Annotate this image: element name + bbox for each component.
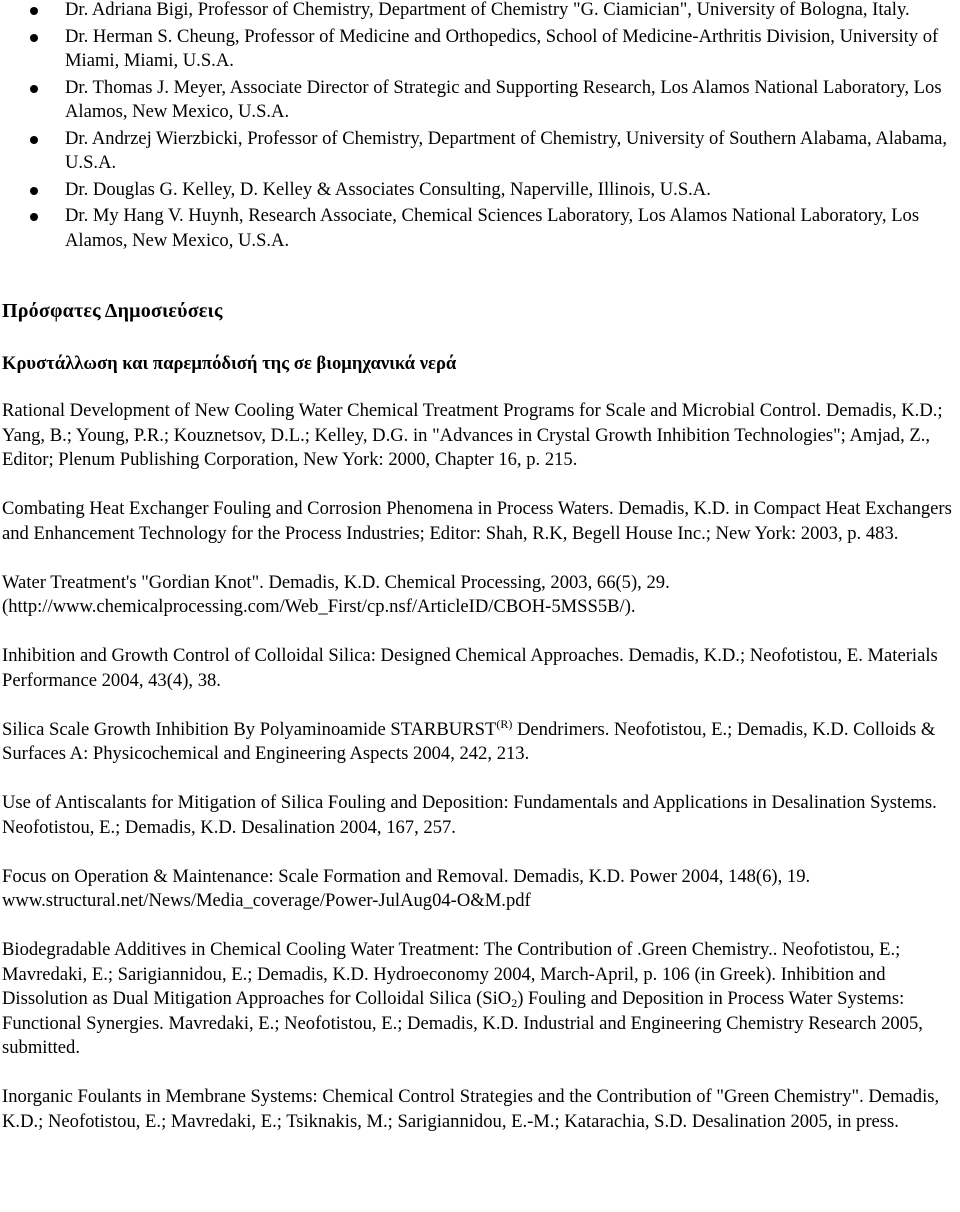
registered-mark: (R) bbox=[496, 716, 513, 731]
publication-entry: Combating Heat Exchanger Fouling and Corrosion Phenomena in Process Waters. Demadis, K.D. in Compact Heat Exchangers and Enhancement Technology for the Process Industries; Editor: Shah, R.K, Begell House Inc.; New York: 2003, p. 483. bbox=[2, 498, 952, 544]
publication-entry: Inhibition and Growth Control of Colloidal Silica: Designed Chemical Approaches. Demadis, K.D.; Neofotistou, E. Materials Performance 2004, 43(4), 38. bbox=[2, 645, 938, 691]
publication-entry: Inorganic Foulants in Membrane Systems: Chemical Control Strategies and the Contribution of "Green Chemistry". Demadis, K.D.; Neofotistou, E.; Mavredaki, E.; Tsiknakis, M.; Sarigiannidou, E.-M.; Katarachia, S.D. Desalination 2005, in press. bbox=[2, 1086, 940, 1132]
publication-entry: Focus on Operation & Maintenance: Scale Formation and Removal. Demadis, K.D. Power 2004, 148(6), 19. www.structural.net/News/Media_coverage/Power-JulAug04-O&M.pdf bbox=[2, 865, 954, 914]
list-item: Dr. Thomas J. Meyer, Associate Director of Strategic and Supporting Research, Los Alamos National Laboratory, Los Alamos, New Mexico, U.S.A. bbox=[0, 76, 960, 125]
bullet-icon bbox=[30, 136, 38, 144]
section-title: Πρόσφατες Δημοσιεύσεις bbox=[2, 300, 223, 322]
publications-list bbox=[2, 399, 954, 1159]
list-item: Dr. Andrzej Wierzbicki, Professor of Chemistry, Department of Chemistry, University of Southern Alabama, Alabama, U.S.A. bbox=[0, 127, 960, 176]
list-item: Dr. My Hang V. Huynh, Research Associate, Chemical Sciences Laboratory, Los Alamos National Laboratory, Los Alamos, New Mexico, U.S.A. bbox=[0, 204, 960, 253]
list-item: Dr. Adriana Bigi, Professor of Chemistry, Department of Chemistry "G. Ciamician", University of Bologna, Italy. bbox=[0, 0, 960, 23]
bullet-icon bbox=[30, 213, 38, 221]
publication-entry: Water Treatment's "Gordian Knot". Demadis, K.D. Chemical Processing, 2003, 66(5), 29. (http://www.chemicalprocessing.com/Web_First/cp.nsf/ArticleID/CBOH-5MSS5B/). bbox=[2, 571, 954, 620]
publication-url: (http://www.chemicalprocessing.com/Web_First/cp.nsf/ArticleID/CBOH-5MSS5B/). bbox=[2, 596, 636, 617]
list-item: Dr. Herman S. Cheung, Professor of Medicine and Orthopedics, School of Medicine-Arthritis Division, University of Miami, Miami, U.S.A. bbox=[0, 25, 960, 74]
publication-entry: Silica Scale Growth Inhibition By Polyaminoamide $STARBURST^{(R)}$ Dendrimers. Neofotistou, E.; Demadis, K.D. Colloids & Surfaces A: Physicochemical and Engineering Aspects 2004, 242, 213. bbox=[2, 716, 936, 764]
subscript: 2 bbox=[511, 996, 518, 1010]
publication-entry: Rational Development of New Cooling Water Chemical Treatment Programs for Scale and Microbial Control. Demadis, K.D.; Yang, B.; Young, P.R.; Kouznetsov, D.L.; Kelley, D.G. in "Advances in Crystal Growth Inhibition Technologies"; Amjad, Z., Editor; Plenum Publishing Corporation, New York: 2000, Chapter 16, p. 215. bbox=[2, 400, 943, 470]
subsection-title: Κρυστάλλωση και παρεμπόδισή της σε βιομηχανικά νερά bbox=[2, 353, 457, 374]
collaborators-list bbox=[0, 0, 960, 255]
bullet-icon bbox=[30, 7, 38, 15]
list-item: Dr. Douglas G. Kelley, D. Kelley & Associates Consulting, Naperville, Illinois, U.S.A. bbox=[0, 178, 960, 203]
bullet-icon bbox=[30, 34, 38, 42]
bullet-icon bbox=[30, 187, 38, 195]
publication-entry: Biodegradable Additives in Chemical Cooling Water Treatment: The Contribution of .Green Chemistry.. Neofotistou, E.; Mavredaki, E.; Sarigiannidou, E.; Demadis, K.D. Hydroeconomy 2004, March-April, p. 106 (in Greek). Inhibition and Dissolution as Dual Mitigation Approaches for Colloidal Silica (SiO$_2$) Fouling and Deposition in Process Water Systems: Functional Synergies. Mavredaki, E.; Neofotistou, E.; Demadis, K.D. Industrial and Engineering Chemistry Research 2005, submitted. bbox=[2, 939, 923, 1058]
publication-url: www.structural.net/News/Media_coverage/Power-JulAug04-O&M.pdf bbox=[2, 890, 531, 911]
bullet-icon bbox=[30, 85, 38, 93]
publication-entry: Use of Antiscalants for Mitigation of Silica Fouling and Deposition: Fundamentals and Applications in Desalination Systems. Neofotistou, E.; Demadis, K.D. Desalination 2004, 167, 257. bbox=[2, 792, 937, 838]
